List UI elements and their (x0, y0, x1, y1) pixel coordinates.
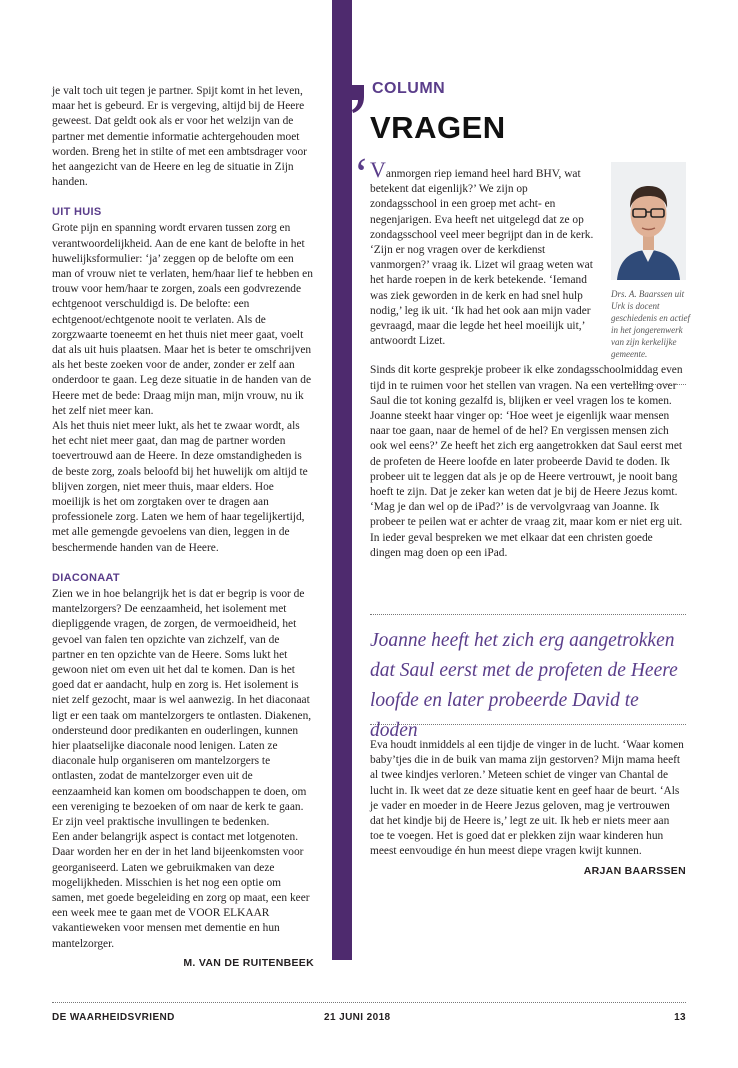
footer-publication: DE WAARHEIDSVRIEND (52, 1012, 175, 1023)
left-intro-paragraph: je valt toch uit tegen je partner. Spijt komt in het leven, maar het is gebeurd. Er is vergeving, altijd bij de Heere geweest. Dat geldt ook als er voor het welzijn van de partner met dementie informatie achtergehouden moet worden. Breng het in stilte of met een ambtsdrager voor het aangezicht van de Heere en leg de situatie in Zijn handen. (52, 85, 307, 189)
pull-quote: Joanne heeft het zich erg aangetrokken dat Saul eerst met de profeten de Heere loofde en later probeerde David te doden (370, 630, 678, 741)
pull-quote-bottom-rule (370, 724, 686, 725)
author-photo (611, 162, 686, 280)
column-paragraph-2: Sinds dit korte gesprekje probeer ik elke zondagsschoolmiddag even tijd in te ruimen voor het stellen van vragen. Na een vertelling over Saul die tot koning gezalfd is, blijken er veel vragen los te komen. Joanne steekt haar vinger op: ‘Hoe weet je eigenlijk waar mensen naar toe gaan, naar de hemel of de hel? En vergissen mensen zich ook wel eens?’ Ze heeft het zich erg aangetrokken dat Saul eerst met de profeten de Heere loofde en later probeerde David te doden. Ik probeer uit te leggen dat als je op de Heere vertrouwt, je nooit bang hoeft te zijn. Dat je zeker kan weten dat je bij de Heere Jezus komt. ‘Mag je dan wel op de iPad?’ is de vervolgvraag van Joanne. Ik probeer te peilen wat er achter de vraag zit, maar kom er niet erg uit. In ieder geval bespreken we met elkaar dat een christen goede dingen mag doen op een iPad. (370, 364, 683, 559)
footer-page-number: 13 (674, 1012, 686, 1023)
column-author: ARJAN BAARSSEN (583, 864, 686, 877)
column-intro-text: anmorgen riep iemand heel hard BHV, wat betekent dat eigenlijk?’ We zijn op zondagsschool in een groep met acht- en negenjarigen. Eva heeft net uitgelegd dat ze op zondagsschool veel meer begrijpt dan in de kerk. ‘Zijn er nog vragen over de kerkdienst vanmorgen?’ vraag ik. Lizet wil graag weten wat het harde roepen in de kerk betekende. ‘Iemand was ziek geworden in de kerk en had snel hulp nodig,’ leg ik uit. ‘Ik had het ook aan mijn vader gevraagd, maar die legde het heel moeilijk uit,’ antwoordt Lizet. (370, 168, 594, 348)
column-body-bottom (370, 738, 686, 879)
column-intro-paragraph (370, 157, 596, 349)
dropcap-letter: V (370, 157, 386, 182)
page-footer (52, 1012, 686, 1023)
pull-quote-top-rule (370, 614, 686, 615)
column-label: COLUMN (372, 80, 446, 97)
left-article-author: M. VAN DE RUITENBEEK (183, 956, 314, 969)
diaconaat-paragraph-1: Zien we in hoe belangrijk het is dat er begrip is voor de mantelzorgers? De eenzaamheid, het isolement met diepliggende vragen, de zorgen, de vermoeidheid, het gevoel van falen ten opzichte van zichzelf, van de partner en ten opzichte van de Heere. Soms lukt het gewoon niet om even uit het dal te komen. Dan is het goed dat er aandacht, hulp en zorg is. Het isolement is niet zelf gezocht, maar is wel aanwezig. In het diaconaat ligt er een taak om mantelzorgers te ontlasten. Diakenen, ondersteund door predikanten en ouderlingen, kunnen hier plaatselijke diaconale nood lenigen. Laten ze diaconale hulp organiseren om mantelzorgers te ontlasten, zodat de mantelzorger even uit de eenzaamheid kan komen om boodschappen te doen, om een vereniging te bezoeken of om naar de kerk te gaan. Er zijn veel praktische invullingen te bedenken. (52, 587, 312, 828)
column-title: VRAGEN (370, 110, 506, 145)
section-heading-uit-huis: UIT HUIS (52, 206, 102, 219)
dropcap-quote: ‘ (354, 149, 369, 198)
footer-date: 21 JUNI 2018 (324, 1012, 391, 1023)
uit-huis-paragraph-1: Grote pijn en spanning wordt ervaren tussen zorg en verantwoordelijkheid. Aan de ene kant de belofte in het huwelijksformulier: ‘ja’ zeggen op de belofte om een man of vrouw niet te verlaten, hem/haar lief te hebben en trouw voor hem/haar te zorgen, zoals een godvrezende echtgenoot verschuldigd is. De belofte: een echtgenoot/echtgenote nooit te verlaten. Als de zorgzwaarte toeneemt en het thuis niet meer gaat, voelt dat als uit huis plaatsen. Maar het is beter te omschrijven als het beste zoeken voor de ander, zonder er zelf aan onderdoor te gaan. Leg deze situatie in de handen van de Heere met de bede: Draag mijn man, mijn vrouw, nu ik het zelf niet meer kan. (52, 222, 313, 417)
quote-mark-icon (333, 64, 367, 128)
author-photo-caption: Drs. A. Baarssen uit Urk is docent geschiedenis en actief in het jongerenwerk van zijn kerkelijke gemeente. (611, 289, 690, 359)
column-accent-bar (332, 0, 352, 960)
caption-divider (611, 384, 686, 385)
diaconaat-paragraph-2: Een ander belangrijk aspect is contact met lotgenoten. Daar worden her en der in het land bijeenkomsten voor georganiseerd. Laten we gebruikmaken van deze mogelijkheden. Misschien is het nog een optie om samen, met goede begeleiding en zorg op maat, een keer een week mee te gaan met de VOOR ELKAAR vakantieweken voor mensen met dementie en hun mantelzorger. (52, 831, 310, 950)
left-article-column (52, 84, 314, 971)
column-paragraph-3: Eva houdt inmiddels al een tijdje de vinger in de lucht. ‘Waar komen baby’tjes die in de buik van mama zijn gestorven? Mijn mama heeft al twee kindjes verloren.’ Meteen schiet de vinger van Chantal de lucht in. Ik weet dat ze deze situatie kent en geef haar de beurt. ‘Als je vader en moeder in de Heere Jezus geloven, mag je vertrouwen dat het kindje bij de Heere is,’ legt ze uit. Ik heb er niets meer aan toe te voegen. Het is goed dat er plekken zijn waar kinderen hun meest eenvoudige én hun meest diepe vragen kwijt kunnen. (370, 739, 684, 858)
column-intro (354, 149, 596, 349)
uit-huis-paragraph-2: Als het thuis niet meer lukt, als het te zwaar wordt, als het echt niet meer gaat, dan mag de partner worden toevertrouwd aan de Heere. In deze omstandigheden is de beste zorg, zoals beloofd bij het huwelijk om altijd te blijven zorgen, niet meer thuis, maar elders. Hoe moeilijk is het om zorgtaken over te dragen aan professionele zorg. Laten we hem of haar tegelijkertijd, met alle gemengde gevoelens van dien, leggen in de beschermende handen van de Heere. (52, 420, 308, 554)
footer-rule (52, 1002, 686, 1003)
section-heading-diaconaat: DIACONAAT (52, 571, 120, 584)
